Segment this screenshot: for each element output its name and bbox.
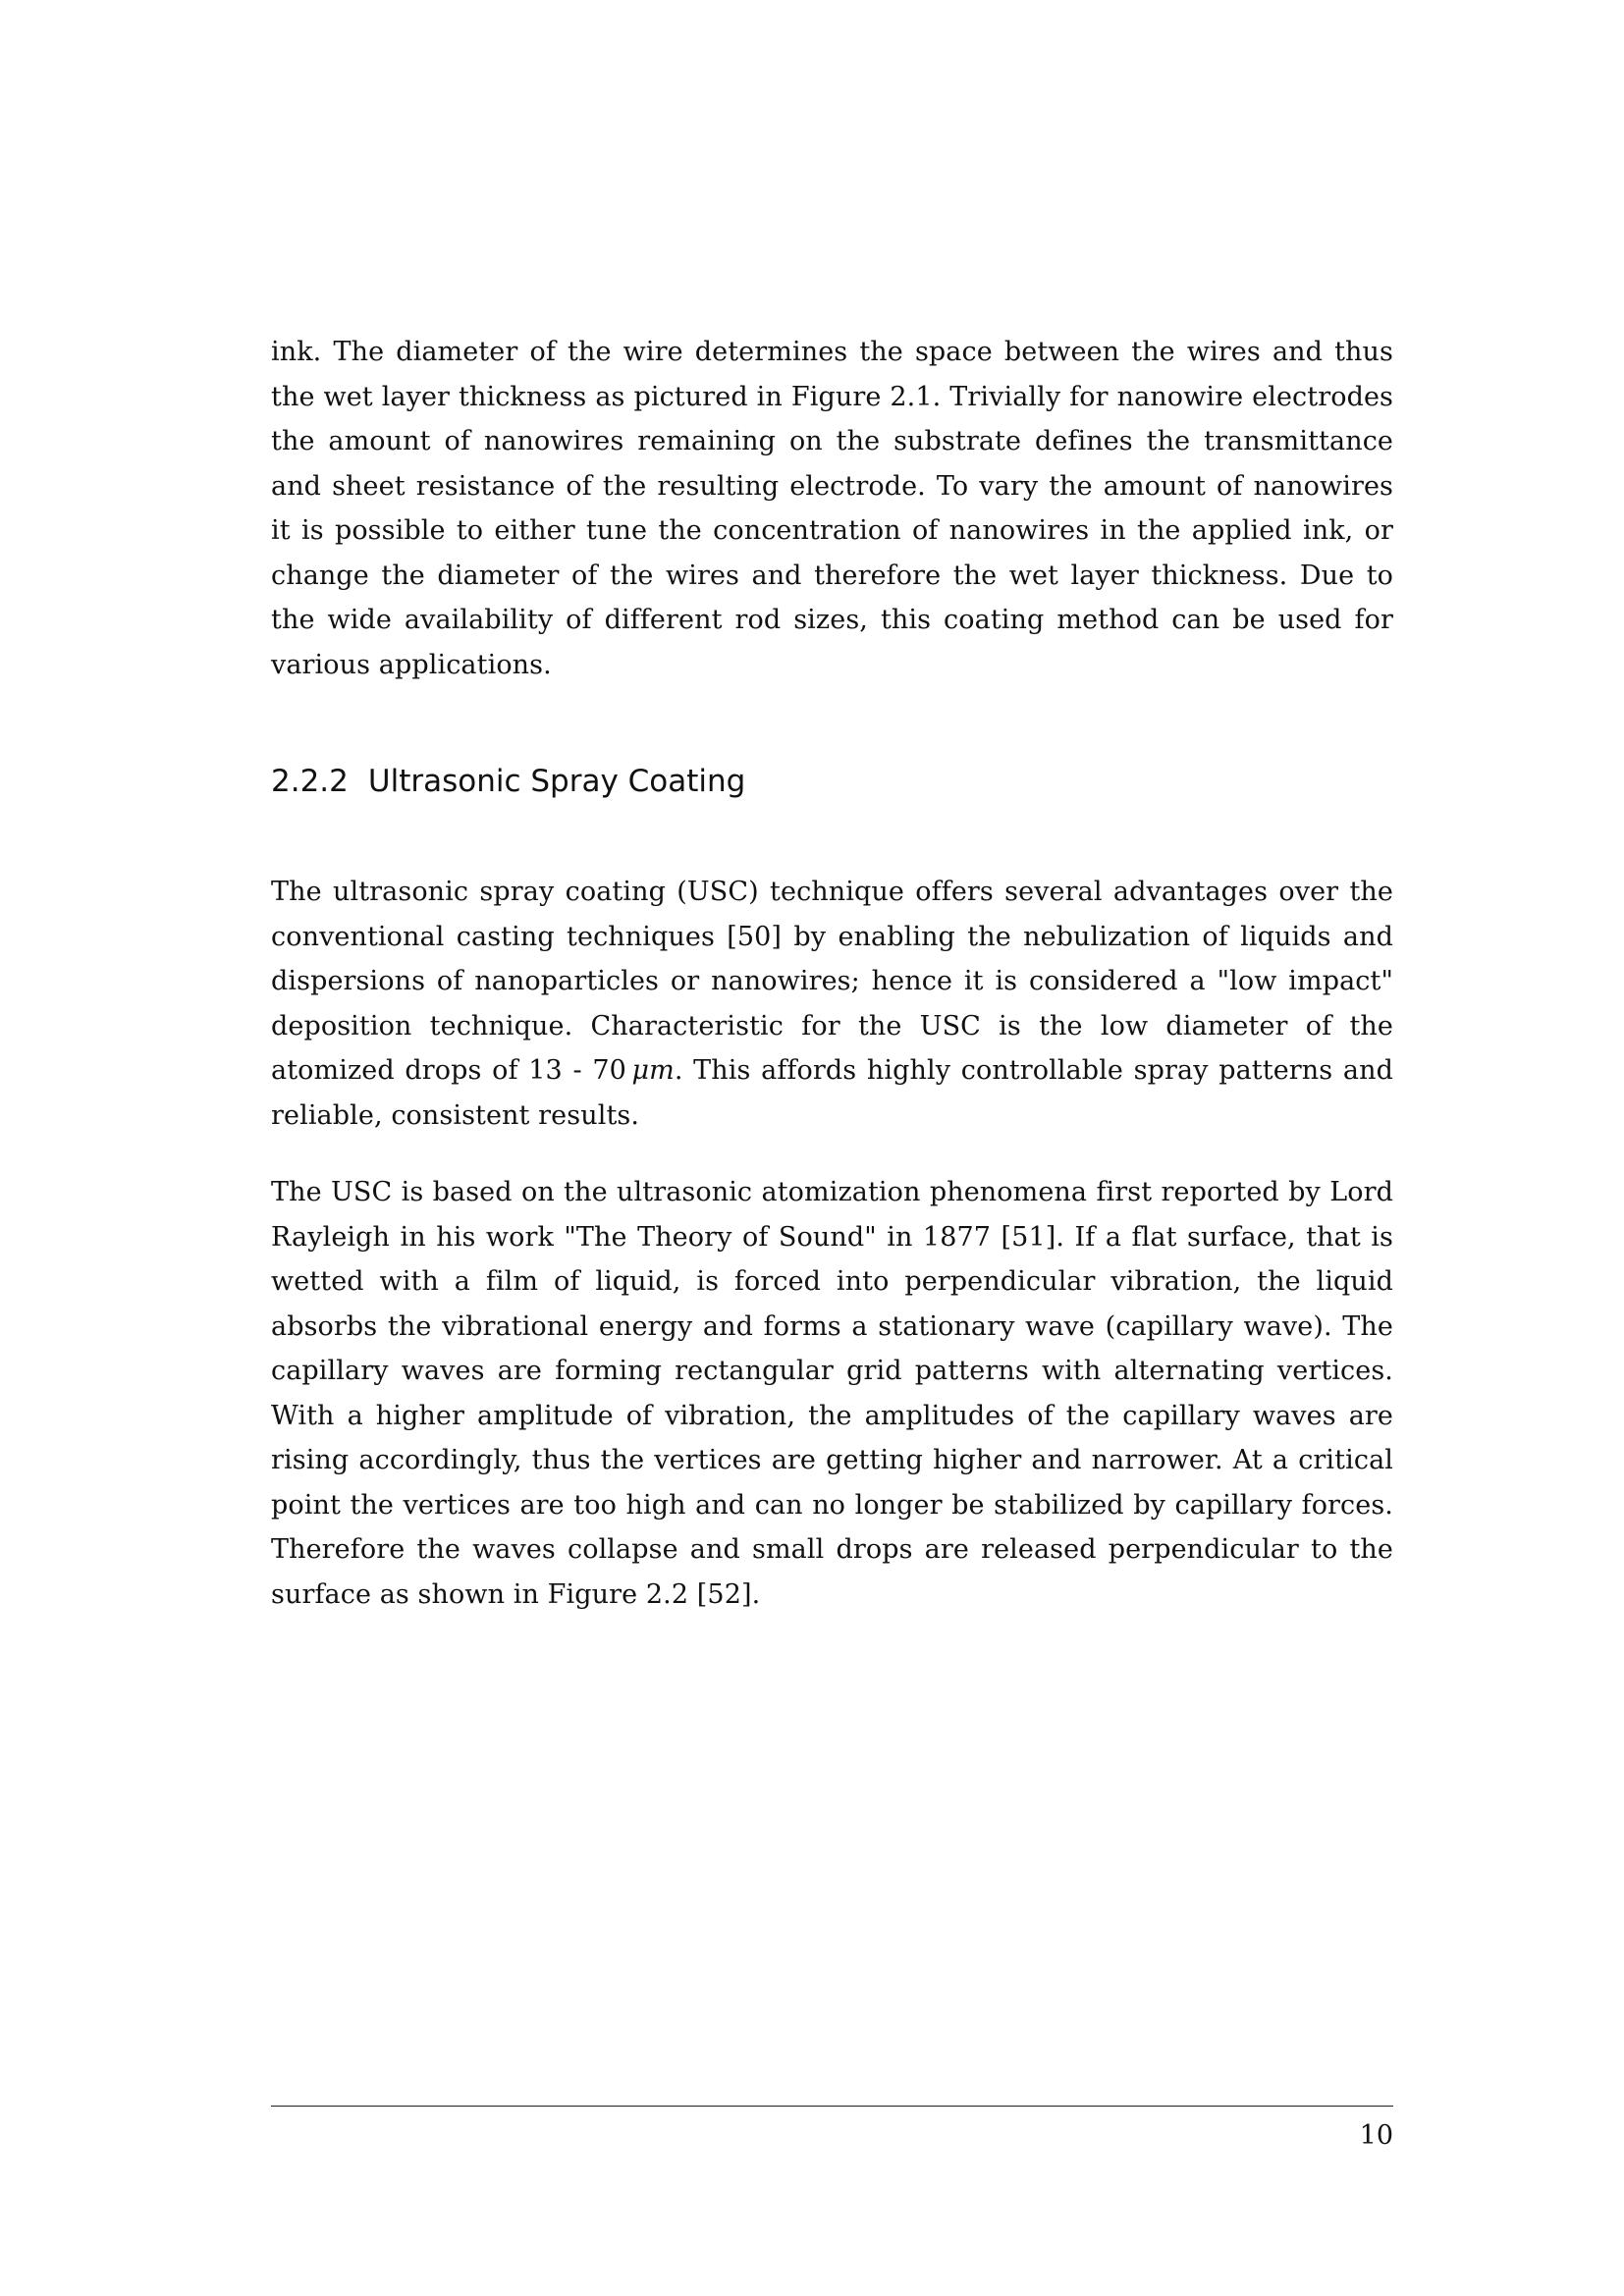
section-title: Ultrasonic Spray Coating bbox=[367, 764, 746, 799]
section-number: 2.2.2 bbox=[271, 764, 349, 799]
paragraph-usc-mechanism: The USC is based on the ultrasonic atomization phenomena first reported by Lord Rayleigh in his work "The Theory of Sound" in 1877 [51]. If a flat surface, that is wetted with a film of liquid, is forced into perpendicular vibration, the liquid absorbs the vibrational energy and forms a stationary wave (capillary wave). The capillary waves are forming rectangular grid patterns with alternating vertices. With a higher amplitude of vibration, the amplitudes of the capillary waves are rising accordingly, thus the vertices are getting higher and narrower. At a critical point the vertices are too high and can no longer be stabilized by capillary forces. Therefore the waves collapse and small drops are released perpendicular to the surface as shown in Figure 2.2 [52]. bbox=[271, 1177, 1393, 1610]
page-number: 10 bbox=[1359, 2120, 1393, 2151]
paragraph-wire-coating: ink. The diameter of the wire determines the space between the wires and thus the wet layer thickness as pictured in Figure 2.1. Trivially for nanowire electrodes the amount of nanowires remaining on the substrate defines the transmittance and sheet resistance of the resulting electrode. To vary the amount of nanowires it is possible to either tune the concentration of nanowires in the applied ink, or change the diameter of the wires and therefore the wet layer thickness. Due to the wide availability of different rod sizes, this coating method can be used for various applications. bbox=[271, 337, 1393, 680]
footer-rule bbox=[271, 2106, 1393, 2107]
paragraph-usc-intro-text-end: . This affords highly controllable spray patterns and reliable, consistent results. bbox=[271, 1055, 1393, 1131]
page-content bbox=[271, 330, 1393, 1617]
paragraph-usc-intro bbox=[271, 870, 1393, 1138]
unit-micrometer: μm bbox=[631, 1055, 675, 1086]
paragraph-usc-intro-text: The ultrasonic spray coating (USC) technique offers several advantages over the conventional casting techniques [50] by enabling the nebulization of liquids and dispersions of nanoparticles or nanowires; hence it is considered a "low impact" deposition technique. Characteristic for the USC is the low diameter of the atomized drops of 13 - 70 bbox=[271, 877, 1393, 1086]
section-heading bbox=[271, 764, 1393, 799]
